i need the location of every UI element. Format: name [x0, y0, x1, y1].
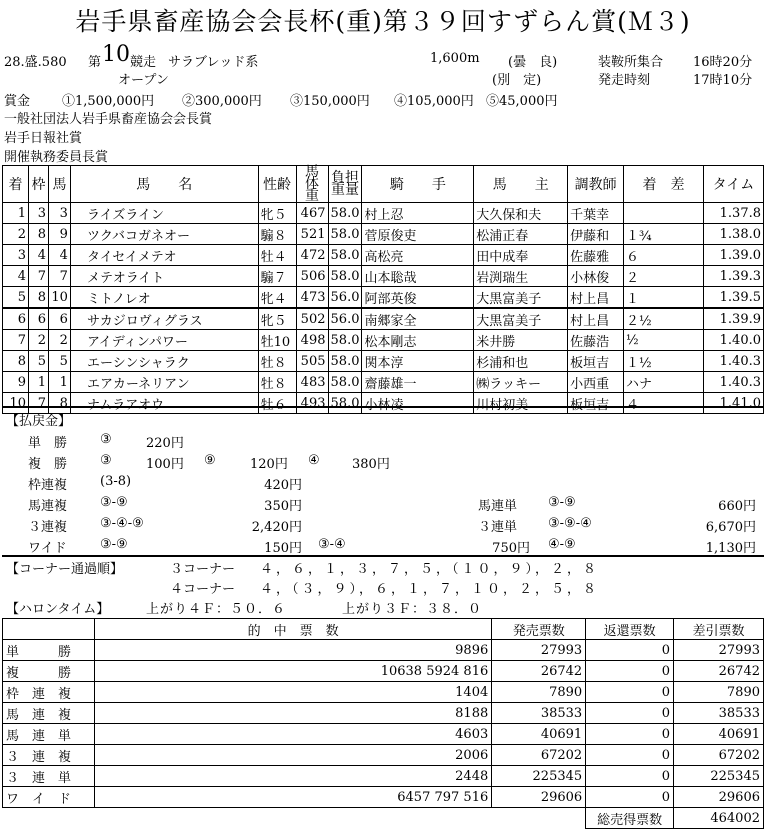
- cell-burden: 56.0: [328, 308, 362, 330]
- wakuren-label: 枠連複: [28, 478, 68, 493]
- prize-1: ①1,500,000円: [62, 94, 155, 109]
- sales-refund: 0: [586, 787, 674, 808]
- sanren-fuku-label: ３連複: [28, 520, 68, 535]
- sales-total-blank-2: [94, 808, 491, 829]
- sanren-tan-label: ３連単: [478, 520, 518, 535]
- prize-2: ②300,000円: [182, 94, 262, 109]
- cell-trainer: 佐藤浩: [568, 330, 624, 351]
- cell-horse-name: ナムラアオウ: [70, 393, 258, 414]
- distance: 1,600m: [430, 51, 480, 66]
- cell-sex-age: 牡４: [258, 245, 296, 266]
- prize-5: ⑤45,000円: [486, 94, 558, 109]
- award-3: 開催執務委員長賞: [4, 150, 109, 165]
- cell-horse-name: サカジロヴィグラス: [70, 308, 258, 330]
- sales-header-type: [3, 619, 95, 640]
- cell-margin: ６: [624, 245, 704, 266]
- corner-3-label: ３コーナー: [170, 562, 236, 577]
- cell-jockey: 松本剛志: [362, 330, 474, 351]
- cell-weight: 505: [296, 351, 328, 372]
- corner-4-label: ４コーナー: [170, 582, 236, 597]
- cell-trainer: 村上昌: [568, 287, 624, 309]
- cell-margin: ２: [624, 266, 704, 287]
- corner-3-order: ４，６，１，３，７，５，（１０，９），２，８: [260, 562, 600, 577]
- cell-horse-name: エーシンシャラク: [70, 351, 258, 372]
- result-row: [3, 372, 764, 393]
- sales-sold: 27993: [492, 640, 586, 661]
- cell-sex-age: 牝５: [258, 308, 296, 330]
- sales-row: [3, 661, 764, 682]
- sales-hit: 2006: [94, 745, 491, 766]
- sales-refund: 0: [586, 745, 674, 766]
- sales-sold: 67202: [492, 745, 586, 766]
- wide-combo-2: ③-④: [318, 537, 346, 552]
- cell-rank: 5: [3, 287, 29, 309]
- cell-frame: 4: [28, 245, 48, 266]
- sales-sold: 225345: [492, 766, 586, 787]
- cell-owner: 田中成奉: [474, 245, 568, 266]
- sales-row: [3, 703, 764, 724]
- cell-horse-no: 9: [48, 224, 70, 245]
- sales-header-sold: 発売票数: [492, 619, 586, 640]
- wide-combo-3: ④-⑨: [548, 537, 576, 552]
- sanren-tan-combo: ③-⑨-④: [548, 516, 592, 531]
- sales-header-row: [3, 619, 764, 640]
- cell-trainer: 村上昌: [568, 308, 624, 330]
- results-table: [2, 165, 764, 414]
- payout-top-rule: [2, 406, 764, 408]
- cell-owner: 岩渕瑞生: [474, 266, 568, 287]
- header-horse-name: 馬 名: [70, 166, 258, 203]
- cell-margin: ハナ: [624, 372, 704, 393]
- cell-frame: 8: [28, 287, 48, 309]
- sales-refund: 0: [586, 682, 674, 703]
- wide-combo-1: ③-⑨: [100, 537, 128, 552]
- result-row: [3, 393, 764, 414]
- fukusho-label: 複 勝: [28, 457, 68, 472]
- cell-sex-age: 騸８: [258, 224, 296, 245]
- fukusho-combo-2: ⑨: [204, 453, 216, 468]
- award-2: 岩手日報社賞: [4, 131, 83, 146]
- furlong-last-4f: 上がり４Ｆ：５０．６: [146, 602, 287, 617]
- corner-heading: 【コーナー通過順】: [6, 562, 124, 577]
- cell-horse-no: 4: [48, 245, 70, 266]
- wakuren-combo: (3-8): [100, 474, 132, 489]
- sales-total-blank-3: [492, 808, 586, 829]
- sales-sold: 7890: [492, 682, 586, 703]
- sales-row: [3, 787, 764, 808]
- sales-hit: 8188: [94, 703, 491, 724]
- cell-weight: 502: [296, 308, 328, 330]
- cell-sex-age: 牡６: [258, 393, 296, 414]
- header-jockey: 騎 手: [362, 166, 474, 203]
- cell-frame: 3: [28, 203, 48, 224]
- sales-total-blank: [3, 808, 95, 829]
- results-header-row: [3, 166, 764, 203]
- cell-sex-age: 牝５: [258, 203, 296, 224]
- result-row: [3, 330, 764, 351]
- umaren-tan-combo: ③-⑨: [548, 495, 576, 510]
- umaren-fuku-combo: ③-⑨: [100, 495, 128, 510]
- header-burden-bottom: 重量: [330, 182, 359, 198]
- cell-owner: 大黒富美子: [474, 287, 568, 309]
- cell-jockey: 齋藤雄一: [362, 372, 474, 393]
- cell-rank: 10: [3, 393, 29, 414]
- sales-sold: 26742: [492, 661, 586, 682]
- race-title: 岩手県畜産協会会長杯(重)第３９回すずらん賞(Ｍ３): [75, 7, 691, 36]
- umaren-fuku-label: 馬連複: [28, 499, 68, 514]
- date-place: 28.盛.580: [4, 55, 67, 70]
- cell-margin: １¾: [624, 224, 704, 245]
- cell-time: 1.39.5: [703, 287, 763, 309]
- sales-total-label: 総売得票数: [586, 808, 674, 829]
- cell-jockey: 高松亮: [362, 245, 474, 266]
- sales-hit: 6457 797 516: [94, 787, 491, 808]
- cell-horse-name: メテオライト: [70, 266, 258, 287]
- cell-horse-no: 6: [48, 308, 70, 330]
- cell-time: 1.40.3: [703, 372, 763, 393]
- sales-net: 38533: [674, 703, 764, 724]
- fukusho-combo-1: ③: [100, 453, 112, 468]
- fukusho-combo-3: ④: [308, 453, 320, 468]
- sales-row: [3, 766, 764, 787]
- cell-horse-no: 3: [48, 203, 70, 224]
- cell-burden: 58.0: [328, 203, 362, 224]
- umaren-tan-label: 馬連単: [478, 499, 518, 514]
- cell-trainer: 小西重: [568, 372, 624, 393]
- cell-burden: 58.0: [328, 224, 362, 245]
- sales-type: 複 勝: [3, 661, 95, 682]
- cell-horse-no: 8: [48, 393, 70, 414]
- sales-net: 27993: [674, 640, 764, 661]
- cell-margin: ½: [624, 330, 704, 351]
- sales-header-net: 差引票数: [674, 619, 764, 640]
- sales-refund: 0: [586, 703, 674, 724]
- award-1: 一般社団法人岩手県畜産協会会長賞: [4, 112, 213, 127]
- sanren-fuku-combo: ③-④-⑨: [100, 516, 144, 531]
- cell-horse-no: 2: [48, 330, 70, 351]
- wide-amount-1: 150円: [264, 541, 302, 556]
- sales-refund: 0: [586, 724, 674, 745]
- assembly-label: 装鞍所集合: [598, 55, 664, 70]
- cell-burden: 58.0: [328, 351, 362, 372]
- cell-frame: 7: [28, 393, 48, 414]
- sales-type: 単 勝: [3, 640, 95, 661]
- sales-type: ワ イ ド: [3, 787, 95, 808]
- cell-horse-name: ミトノレオ: [70, 287, 258, 309]
- cell-owner: 杉浦和也: [474, 351, 568, 372]
- cell-rank: 4: [3, 266, 29, 287]
- cell-weight: 493: [296, 393, 328, 414]
- cell-weight: 521: [296, 224, 328, 245]
- start-label: 発走時刻: [598, 73, 651, 88]
- umaren-fuku-amount: 350円: [264, 499, 302, 514]
- cell-horse-no: 5: [48, 351, 70, 372]
- cell-frame: 2: [28, 330, 48, 351]
- sales-net: 40691: [674, 724, 764, 745]
- cell-horse-name: エアカーネリアン: [70, 372, 258, 393]
- header-sex-age: 性齢: [258, 166, 296, 203]
- cell-jockey: 阿部英俊: [362, 287, 474, 309]
- race-prefix: 第: [88, 55, 102, 70]
- header-rank: 着: [3, 166, 29, 203]
- cell-trainer: 小林俊: [568, 266, 624, 287]
- cell-trainer: 千葉幸: [568, 203, 624, 224]
- result-row: [3, 245, 764, 266]
- cell-owner: 大黒富美子: [474, 308, 568, 330]
- header-margin: 着 差: [624, 166, 704, 203]
- cell-rank: 1: [3, 203, 29, 224]
- cell-burden: 56.0: [328, 287, 362, 309]
- fukusho-amount-3: 380円: [352, 457, 390, 472]
- tansho-combo: ③: [100, 432, 112, 447]
- race-suffix: 競走: [130, 55, 157, 70]
- result-row: [3, 266, 764, 287]
- cell-weight: 506: [296, 266, 328, 287]
- cell-owner: 米井勝: [474, 330, 568, 351]
- sales-sold: 38533: [492, 703, 586, 724]
- assembly-time: 16時20分: [693, 55, 753, 70]
- cell-jockey: 関本淳: [362, 351, 474, 372]
- cell-time: 1.40.3: [703, 351, 763, 372]
- cell-burden: 58.0: [328, 372, 362, 393]
- sales-type: 馬 連 単: [3, 724, 95, 745]
- cell-horse-name: ツクバコガネオー: [70, 224, 258, 245]
- race-class: オープン: [118, 73, 169, 88]
- sales-hit: 10638 5924 816: [94, 661, 491, 682]
- weather-track: (曇 良): [508, 55, 558, 70]
- cell-trainer: 板垣吉: [568, 351, 624, 372]
- result-row: [3, 287, 764, 309]
- cell-weight: 472: [296, 245, 328, 266]
- sales-sold: 40691: [492, 724, 586, 745]
- cell-jockey: 村上忍: [362, 203, 474, 224]
- cell-weight: 498: [296, 330, 328, 351]
- cell-weight: 473: [296, 287, 328, 309]
- wide-label: ワイド: [28, 541, 67, 556]
- cell-time: 1.39.3: [703, 266, 763, 287]
- cell-margin: １: [624, 287, 704, 309]
- sales-net: 7890: [674, 682, 764, 703]
- result-row: [3, 203, 764, 224]
- race-number: 10: [102, 42, 130, 67]
- cell-time: 1.39.9: [703, 308, 763, 330]
- cell-sex-age: 牡８: [258, 372, 296, 393]
- result-row: [3, 224, 764, 245]
- cell-horse-no: 7: [48, 266, 70, 287]
- sales-row: [3, 745, 764, 766]
- cell-sex-age: 騸７: [258, 266, 296, 287]
- cell-margin: [624, 203, 704, 224]
- cell-time: 1.41.0: [703, 393, 763, 414]
- header-trainer: 調教師: [568, 166, 624, 203]
- sales-table: [2, 618, 764, 829]
- cell-jockey: 南郷家全: [362, 308, 474, 330]
- sales-type: 枠 連 複: [3, 682, 95, 703]
- result-row: [3, 308, 764, 330]
- sales-net: 225345: [674, 766, 764, 787]
- cell-burden: 58.0: [328, 245, 362, 266]
- sales-type: ３ 連 単: [3, 766, 95, 787]
- cell-rank: 3: [3, 245, 29, 266]
- cell-weight: 467: [296, 203, 328, 224]
- prize-3: ③150,000円: [290, 94, 370, 109]
- sales-total-value: 464002: [674, 808, 764, 829]
- wide-amount-2: 750円: [492, 541, 530, 556]
- sales-refund: 0: [586, 661, 674, 682]
- header-time: タイム: [703, 166, 763, 203]
- sales-row: [3, 640, 764, 661]
- tansho-amount: 220円: [146, 436, 184, 451]
- header-weight: [296, 166, 328, 203]
- sanren-tan-amount: 6,670円: [705, 520, 756, 535]
- corner-4-order: ４，（３，９），６，１，７，１０，２，５，８: [260, 582, 600, 597]
- header-owner: 馬 主: [474, 166, 568, 203]
- sales-header-hit: 的 中 票 数: [94, 619, 491, 640]
- cell-jockey: 小林凌: [362, 393, 474, 414]
- sales-header-refund: 返還票数: [586, 619, 674, 640]
- sanren-fuku-amount: 2,420円: [251, 520, 302, 535]
- sales-hit: 9896: [94, 640, 491, 661]
- cell-jockey: 山本聡哉: [362, 266, 474, 287]
- wakuren-amount: 420円: [264, 478, 302, 493]
- cell-horse-name: タイセイメテオ: [70, 245, 258, 266]
- cell-time: 1.38.0: [703, 224, 763, 245]
- header-burden-top: 負担: [330, 170, 359, 186]
- sales-refund: 0: [586, 766, 674, 787]
- cell-time: 1.40.0: [703, 330, 763, 351]
- cell-frame: 8: [28, 224, 48, 245]
- start-time: 17時10分: [693, 73, 753, 88]
- header-frame: 枠: [28, 166, 48, 203]
- cell-margin: ２½: [624, 308, 704, 330]
- cell-sex-age: 牡８: [258, 351, 296, 372]
- cell-horse-no: 1: [48, 372, 70, 393]
- cell-horse-name: ライズライン: [70, 203, 258, 224]
- prize-4: ④105,000円: [394, 94, 474, 109]
- cell-sex-age: 牡10: [258, 330, 296, 351]
- cell-owner: ㈱ラッキー: [474, 372, 568, 393]
- furlong-heading: 【ハロンタイム】: [6, 602, 110, 617]
- sales-net: 29606: [674, 787, 764, 808]
- cell-frame: 5: [28, 351, 48, 372]
- header-burden: [328, 166, 362, 203]
- wide-amount-3: 1,130円: [705, 541, 756, 556]
- cell-owner: 大久保和夫: [474, 203, 568, 224]
- furlong-last-3f: 上がり３Ｆ：３８．０: [342, 602, 483, 617]
- weight-rule: (別 定): [492, 73, 542, 88]
- cell-rank: 2: [3, 224, 29, 245]
- fukusho-amount-2: 120円: [250, 457, 288, 472]
- cell-owner: 松浦正春: [474, 224, 568, 245]
- sales-net: 67202: [674, 745, 764, 766]
- cell-jockey: 菅原俊吏: [362, 224, 474, 245]
- cell-weight: 483: [296, 372, 328, 393]
- umaren-tan-amount: 660円: [718, 499, 756, 514]
- sales-row: [3, 724, 764, 745]
- sales-net: 26742: [674, 661, 764, 682]
- cell-trainer: 伊藤和: [568, 224, 624, 245]
- cell-horse-name: アイディンパワー: [70, 330, 258, 351]
- result-row: [3, 351, 764, 372]
- header-weight-top: 馬: [305, 164, 319, 180]
- sales-type: 馬 連 複: [3, 703, 95, 724]
- cell-sex-age: 牝４: [258, 287, 296, 309]
- cell-margin: １½: [624, 351, 704, 372]
- header-horse-no: 馬: [48, 166, 70, 203]
- cell-frame: 7: [28, 266, 48, 287]
- payout-heading: 【払戻金】: [6, 414, 72, 429]
- cell-frame: 1: [28, 372, 48, 393]
- sales-hit: 1404: [94, 682, 491, 703]
- cell-trainer: 板垣吉: [568, 393, 624, 414]
- fukusho-amount-1: 100円: [146, 457, 184, 472]
- cell-burden: 58.0: [328, 266, 362, 287]
- sales-row: [3, 682, 764, 703]
- cell-time: 1.37.8: [703, 203, 763, 224]
- cell-horse-no: 10: [48, 287, 70, 309]
- sales-type: ３ 連 複: [3, 745, 95, 766]
- cell-owner: 川村初美: [474, 393, 568, 414]
- cell-rank: 6: [3, 308, 29, 330]
- cell-burden: 58.0: [328, 330, 362, 351]
- breed: サラブレッド系: [168, 55, 259, 70]
- cell-rank: 8: [3, 351, 29, 372]
- sales-total-row: [3, 808, 764, 829]
- cell-rank: 9: [3, 372, 29, 393]
- cell-frame: 6: [28, 308, 48, 330]
- sales-hit: 2448: [94, 766, 491, 787]
- sales-sold: 29606: [492, 787, 586, 808]
- corner-top-rule: [2, 555, 764, 557]
- cell-margin: ４: [624, 393, 704, 414]
- sales-hit: 4603: [94, 724, 491, 745]
- prize-label: 賞金: [4, 94, 31, 109]
- sales-refund: 0: [586, 640, 674, 661]
- cell-burden: 58.0: [328, 393, 362, 414]
- tansho-label: 単 勝: [28, 436, 68, 451]
- header-weight-bottom: 体重: [305, 176, 319, 204]
- cell-rank: 7: [3, 330, 29, 351]
- cell-time: 1.39.0: [703, 245, 763, 266]
- cell-trainer: 佐藤雅: [568, 245, 624, 266]
